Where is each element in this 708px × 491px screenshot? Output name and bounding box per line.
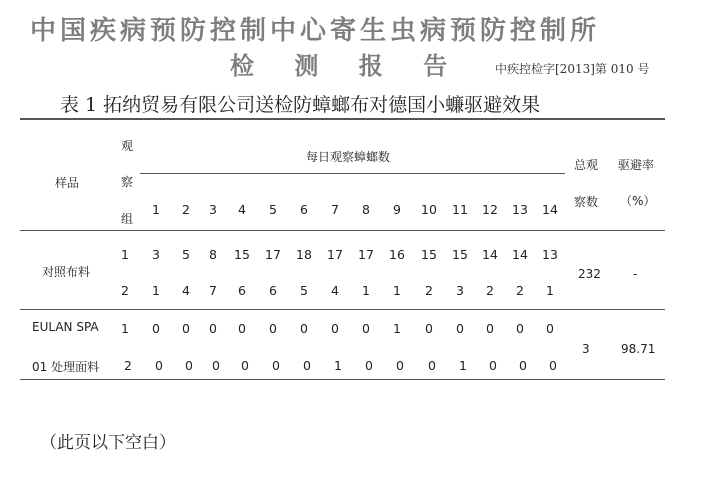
count-cell: 0 [185,358,193,373]
count-cell: 1 [546,283,554,298]
sample-divider-rule [20,309,665,310]
daily-subheader-rule [140,173,565,174]
table-title: 表 1 拓纳贸易有限公司送检防蟑螂布对德国小蠊驱避效果 [60,94,541,116]
count-cell: 0 [362,321,370,336]
header-bottom-rule [20,230,665,231]
count-cell: 4 [182,283,190,298]
day-label: 12 [482,202,498,217]
count-cell: 0 [549,358,557,373]
repel-rate-header: 驱避率 [618,158,655,172]
count-cell: 0 [272,358,280,373]
count-cell: 17 [327,247,343,262]
group-number: 2 [124,358,132,373]
count-cell: 0 [425,321,433,336]
count-cell: 1 [393,321,401,336]
count-cell: 0 [182,321,190,336]
sample-name-control: 对照布料 [42,265,91,279]
day-label: 2 [182,202,190,217]
count-cell: 0 [428,358,436,373]
count-cell: 14 [482,247,498,262]
count-cell: 0 [519,358,527,373]
group-number: 2 [121,283,129,298]
sample-name-treated: 01 处理面料 [32,360,100,374]
table-top-rule [20,118,665,120]
count-cell: 6 [269,283,277,298]
count-cell: 0 [456,321,464,336]
total-header-line: 总观 [574,158,599,172]
count-cell: 14 [512,247,528,262]
count-cell: 16 [389,247,405,262]
count-cell: 5 [182,247,190,262]
total-header-line: 察数 [574,195,599,209]
count-cell: 1 [459,358,467,373]
count-cell: 2 [425,283,433,298]
day-label: 13 [512,202,528,217]
count-cell: 15 [421,247,437,262]
count-cell: 0 [209,321,217,336]
count-cell: 1 [334,358,342,373]
count-cell: 0 [152,321,160,336]
count-cell: 2 [516,283,524,298]
day-label: 5 [269,202,277,217]
count-cell: 0 [486,321,494,336]
day-label: 11 [452,202,468,217]
count-cell: 18 [296,247,312,262]
count-cell: 0 [155,358,163,373]
day-label: 4 [238,202,246,217]
count-cell: 15 [234,247,250,262]
table-bottom-rule [20,379,665,380]
count-cell: 6 [238,283,246,298]
group-header-char: 察 [121,175,134,189]
count-cell: 15 [452,247,468,262]
day-label: 9 [393,202,401,217]
sample-total: 3 [582,342,590,356]
count-cell: 0 [212,358,220,373]
sample-total: 232 [578,267,601,281]
blank-page-note: （此页以下空白） [40,433,176,453]
count-cell: 17 [265,247,281,262]
count-cell: 17 [358,247,374,262]
day-label: 6 [300,202,308,217]
group-header-char: 组 [121,212,134,226]
group-header-char: 观 [121,139,134,153]
count-cell: 0 [303,358,311,373]
sample-repel-rate: - [633,267,638,281]
sample-repel-rate: 98.71 [621,342,656,356]
day-label: 7 [331,202,339,217]
count-cell: 0 [238,321,246,336]
report-title: 检 测 报 告 [230,52,464,80]
count-cell: 4 [331,283,339,298]
count-cell: 0 [241,358,249,373]
count-cell: 7 [209,283,217,298]
count-cell: 5 [300,283,308,298]
sample-header: 样品 [55,176,80,190]
document-number: 中疾控检字[2013]第 010 号 [495,62,650,76]
count-cell: 0 [269,321,277,336]
count-cell: 0 [331,321,339,336]
count-cell: 1 [362,283,370,298]
count-cell: 0 [546,321,554,336]
repel-rate-unit: （%） [620,194,656,208]
day-label: 3 [209,202,217,217]
institution-name: 中国疾病预防控制中心寄生虫病预防控制所 [30,16,601,46]
count-cell: 13 [542,247,558,262]
count-cell: 3 [152,247,160,262]
day-label: 8 [362,202,370,217]
daily-count-header: 每日观察蟑螂数 [306,150,391,164]
count-cell: 8 [209,247,217,262]
count-cell: 0 [365,358,373,373]
day-label: 1 [152,202,160,217]
count-cell: 0 [489,358,497,373]
group-number: 1 [121,321,129,336]
count-cell: 2 [486,283,494,298]
count-cell: 1 [152,283,160,298]
count-cell: 0 [516,321,524,336]
count-cell: 0 [300,321,308,336]
count-cell: 0 [396,358,404,373]
group-number: 1 [121,247,129,262]
day-label: 10 [421,202,437,217]
count-cell: 1 [393,283,401,298]
count-cell: 3 [456,283,464,298]
day-label: 14 [542,202,558,217]
sample-name-treated: EULAN SPA [32,320,99,334]
